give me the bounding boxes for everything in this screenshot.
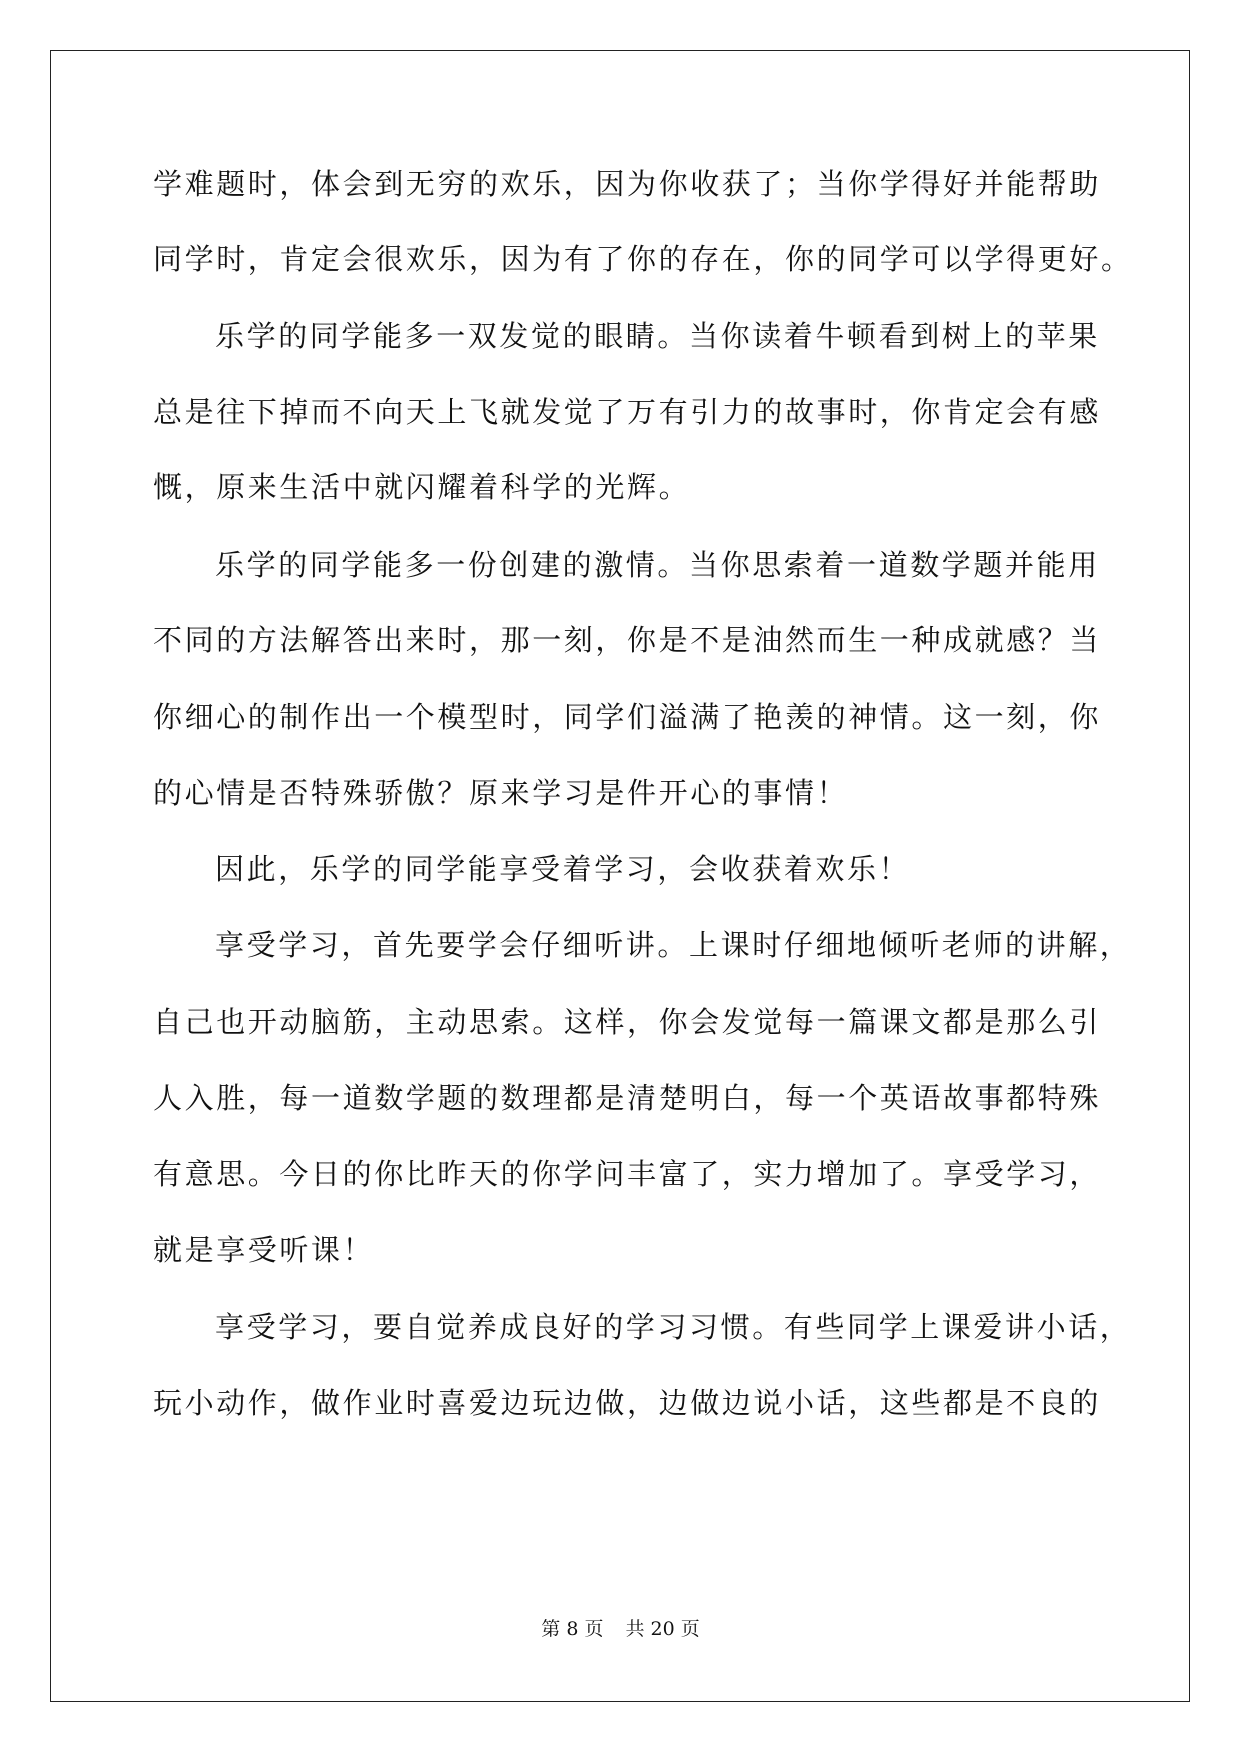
body-line: 有意思。今日的你比昨天的你学问丰富了，实力增加了。享受学习， <box>153 1157 1102 1191</box>
body-line: 的心情是否特殊骄傲？原来学习是件开心的事情！ <box>153 776 849 810</box>
body-line: 乐学的同学能多一双发觉的眼睛。当你读着牛顿看到树上的苹果 <box>215 319 1100 353</box>
body-line: 不同的方法解答出来时，那一刻，你是不是油然而生一种成就感？当 <box>153 623 1102 657</box>
body-line: 人入胜，每一道数学题的数理都是清楚明白，每一个英语故事都特殊 <box>153 1081 1102 1115</box>
body-line: 慨，原来生活中就闪耀着科学的光辉。 <box>153 470 691 504</box>
body-line: 乐学的同学能多一份创建的激情。当你思索着一道数学题并能用 <box>215 548 1100 582</box>
page-number: 第 8 页 <box>541 1618 604 1640</box>
body-line: 学难题时，体会到无穷的欢乐，因为你收获了；当你学得好并能帮助 <box>153 167 1102 201</box>
body-line: 因此，乐学的同学能享受着学习，会收获着欢乐！ <box>215 852 911 886</box>
body-line: 总是往下掉而不向天上飞就发觉了万有引力的故事时，你肯定会有感 <box>153 395 1102 429</box>
body-line: 自己也开动脑筋，主动思索。这样，你会发觉每一篇课文都是那么引 <box>153 1005 1102 1039</box>
body-line: 享受学习，首先要学会仔细听讲。上课时仔细地倾听老师的讲解， <box>215 928 1132 962</box>
body-line: 玩小动作，做作业时喜爱边玩边做，边做边说小话，这些都是不良的 <box>153 1386 1102 1420</box>
page-total: 共 20 页 <box>625 1618 700 1640</box>
body-line: 同学时，肯定会很欢乐，因为有了你的存在，你的同学可以学得更好。 <box>153 242 1133 276</box>
body-line: 你细心的制作出一个模型时，同学们溢满了艳羡的神情。这一刻，你 <box>153 700 1102 734</box>
page-footer <box>0 1617 1241 1641</box>
body-line: 就是享受听课！ <box>153 1233 375 1267</box>
body-line: 享受学习，要自觉养成良好的学习习惯。有些同学上课爱讲小话， <box>215 1310 1132 1344</box>
